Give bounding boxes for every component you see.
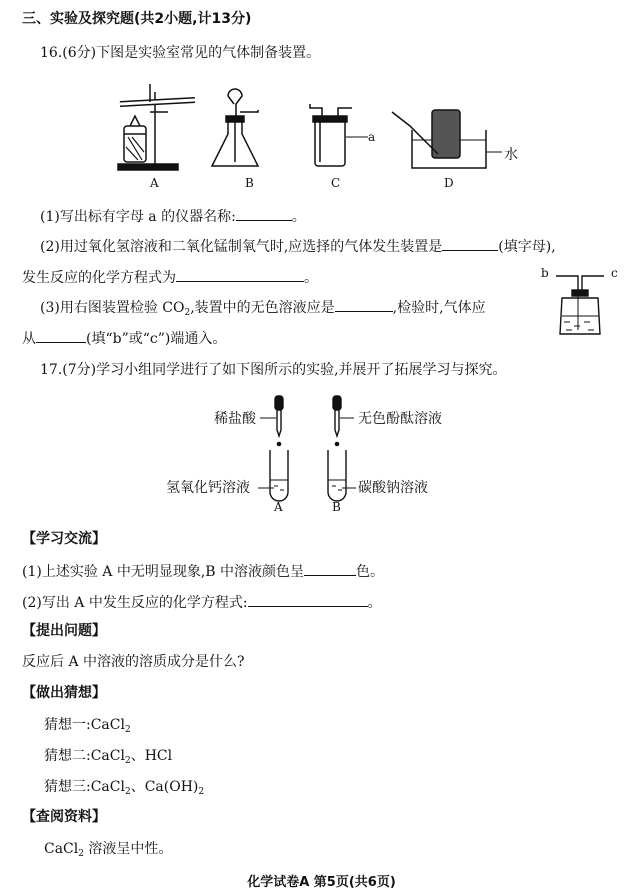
label-phenolphthalein: 无色酚酞溶液 <box>358 411 442 427</box>
label-hcl: 稀盐酸 <box>214 411 256 427</box>
apparatus-a <box>118 84 195 170</box>
test-tubes-figure <box>262 394 362 506</box>
answer-blank-7[interactable] <box>248 592 368 607</box>
label-a-arrow: a <box>368 130 376 144</box>
answer-blank-6[interactable] <box>304 561 356 576</box>
fig-label-b: B <box>245 176 254 190</box>
answer-blank-4[interactable] <box>335 297 393 312</box>
answer-blank-3[interactable] <box>176 267 304 282</box>
page-footer: 化学试卷A 第5页(共6页) <box>247 875 396 890</box>
section-guess: 【做出猜想】 <box>22 685 106 701</box>
answer-blank-5[interactable] <box>36 328 86 343</box>
section-reference: 【查阅资料】 <box>22 809 106 825</box>
apparatus-figure <box>110 82 530 182</box>
answer-blank-2[interactable] <box>442 236 498 251</box>
apparatus-b <box>212 89 258 166</box>
wash-bottle-figure <box>548 270 618 336</box>
fig-label-a: A <box>150 176 159 190</box>
guess-1: 猜想一:CaCl$_2$ <box>44 717 131 735</box>
label-caoh2: 氢氧化钙溶液 <box>166 480 250 496</box>
guess-3: 猜想三:CaCl$_2$、$Ca(OH)_2$ <box>44 779 205 797</box>
q16-part3: (3)用右图装置检验 $CO_2$,装置中的无色溶液应是 ,检验时,气体应 <box>40 297 486 317</box>
tube-label-a: A <box>274 500 283 514</box>
learn-2: (2)写出 A 中发生反应的化学方程式: 。 <box>22 592 382 612</box>
fig-label-c: C <box>331 176 341 190</box>
question-text: 反应后 A 中溶液的溶质成分是什么? <box>22 654 245 670</box>
q16-part2: (2)用过氧化氢溶液和二氧化锰制氧气时,应选择的气体发生装置是 (填字母), <box>40 236 556 256</box>
tube-label-b: B <box>332 500 341 514</box>
section-question: 【提出问题】 <box>22 623 106 639</box>
bottle-label-b: b <box>541 266 549 280</box>
section-learn: 【学习交流】 <box>22 531 106 547</box>
apparatus-d <box>392 110 502 168</box>
label-na2co3: 碳酸钠溶液 <box>358 480 428 496</box>
apparatus-c <box>310 104 368 166</box>
guess-2: 猜想二:CaCl$_2$、HCl <box>44 748 173 766</box>
learn-1: (1)上述实验 A 中无明显现象,B 中溶液颜色呈 色。 <box>22 561 384 581</box>
fig-label-d: D <box>444 176 454 190</box>
q16-part2-cont: 发生反应的化学方程式为 。 <box>22 267 318 287</box>
q17-stem: 17.(7分)学习小组同学进行了如下图所示的实验,并展开了拓展学习与探究。 <box>40 362 507 378</box>
section-title: 三、实验及探究题(共2小题,计13分) <box>22 11 252 27</box>
answer-blank-1[interactable] <box>236 206 292 221</box>
q16-part3-cont: 从 (填“b”或“c”)端通入。 <box>22 328 226 348</box>
label-water: 水 <box>504 147 518 163</box>
q16-part1: (1)写出标有字母 a 的仪器名称: 。 <box>40 206 306 226</box>
q16-stem: 16.(6分)下图是实验室常见的气体制备装置。 <box>40 45 321 61</box>
bottle-label-c: c <box>611 266 618 280</box>
reference-text: CaCl$_2$ 溶液呈中性。 <box>44 841 173 859</box>
